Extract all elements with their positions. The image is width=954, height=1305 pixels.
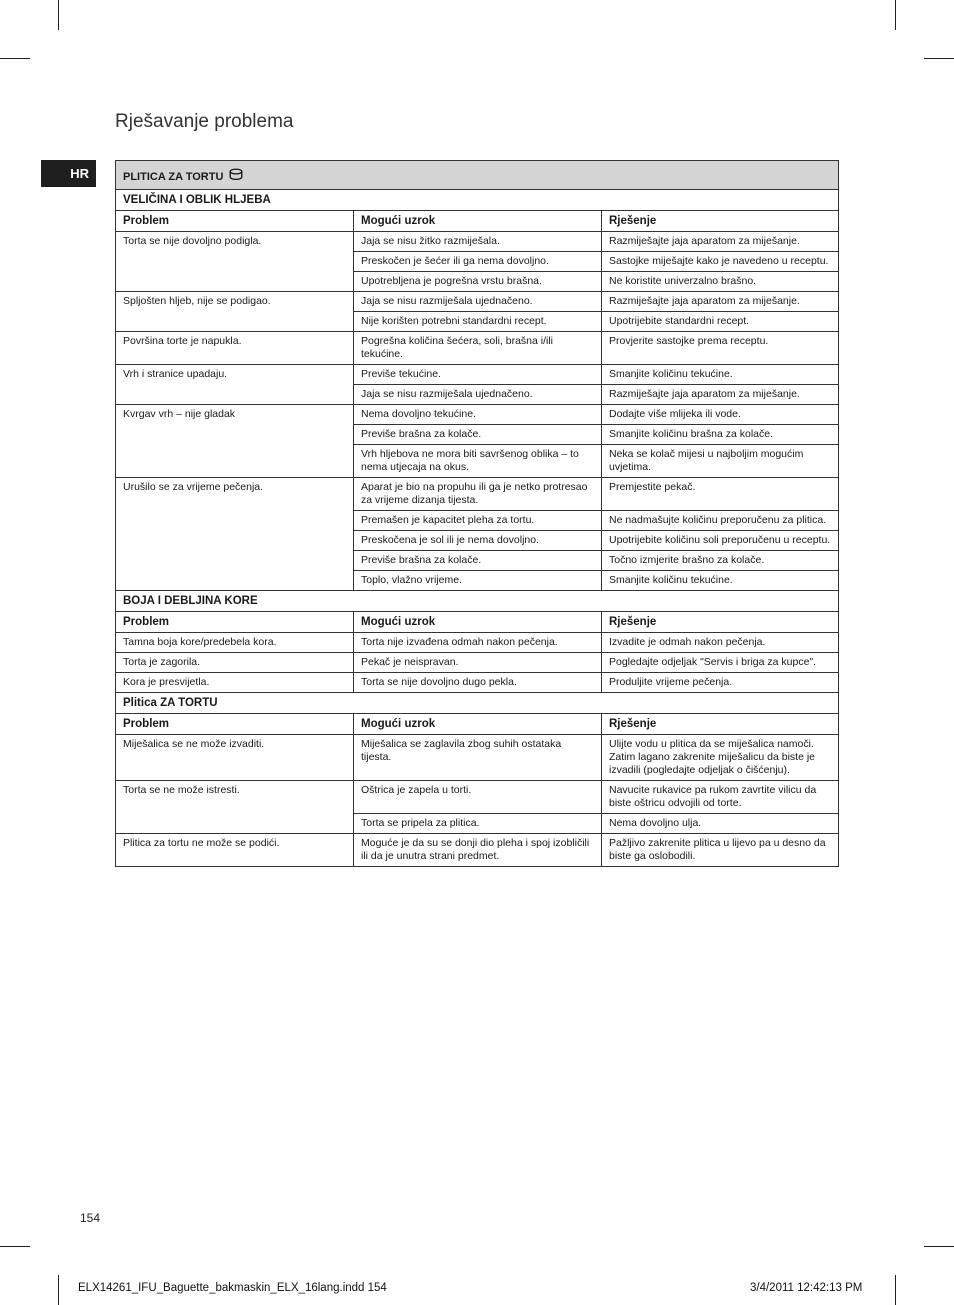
- table-cell: Navucite rukavice pa rukom zavrtite vilicu da biste oštricu odvojili od torte.: [602, 781, 839, 814]
- table-cell: [116, 531, 354, 551]
- table-cell: Preskočen je šećer ili ga nema dovoljno.: [354, 252, 602, 272]
- header-row: [116, 612, 839, 633]
- language-tab: HR: [41, 160, 96, 187]
- column-header: Rješenje: [602, 211, 839, 232]
- table-cell: Miješalica se ne može izvaditi.: [116, 735, 354, 781]
- table-cell: Razmiješajte jaja aparatom za miješanje.: [602, 385, 839, 405]
- table-cell: Spljošten hljeb, nije se podigao.: [116, 292, 354, 312]
- table-row: [116, 673, 839, 693]
- band-title: PLITICA ZA TORTU: [123, 171, 224, 183]
- table-row: [116, 781, 839, 814]
- table-row: [116, 653, 839, 673]
- column-header: Mogući uzrok: [354, 612, 602, 633]
- column-header: Problem: [116, 714, 354, 735]
- table-row: [116, 511, 839, 531]
- table-row: [116, 551, 839, 571]
- table-cell: Premjestite pekač.: [602, 478, 839, 511]
- table-cell: Previše brašna za kolače.: [354, 551, 602, 571]
- table-cell: Ne koristite univerzalno brašno.: [602, 272, 839, 292]
- table-cell: [116, 445, 354, 478]
- header-row: [116, 714, 839, 735]
- table-cell: Pogrešna količina šećera, soli, brašna i/ili tekućine.: [354, 332, 602, 365]
- table-cell: Smanjite količinu tekućine.: [602, 365, 839, 385]
- table-cell: [116, 272, 354, 292]
- table-row: [116, 292, 839, 312]
- table-cell: Točno izmjerite brašno za kolače.: [602, 551, 839, 571]
- table-cell: Vrh i stranice upadaju.: [116, 365, 354, 385]
- table-row: [116, 385, 839, 405]
- table-cell: [116, 511, 354, 531]
- table-cell: Premašen je kapacitet pleha za tortu.: [354, 511, 602, 531]
- table-cell: Torta je zagorila.: [116, 653, 354, 673]
- table-row: [116, 445, 839, 478]
- table-cell: Razmiješajte jaja aparatom za miješanje.: [602, 292, 839, 312]
- page-number: 154: [80, 1211, 101, 1225]
- table-cell: Jaja se nisu razmiješala ujednačeno.: [354, 385, 602, 405]
- table-cell: Neka se kolač mijesi u najboljim mogućim uvjetima.: [602, 445, 839, 478]
- cake-pan-icon: [229, 168, 243, 185]
- table-row: [116, 332, 839, 365]
- section-title-row: [116, 591, 839, 612]
- table-cell: Jaja se nisu žitko razmiješala.: [354, 232, 602, 252]
- table-cell: [116, 814, 354, 834]
- table-band-row: [116, 161, 839, 190]
- page-title: Rješavanje problema: [115, 111, 294, 132]
- crop-mark: [895, 0, 896, 30]
- footer-timestamp: 3/4/2011 12:42:13 PM: [750, 1282, 863, 1294]
- table-cell: Vrh hljebova ne mora biti savršenog oblika – to nema utjecaja na okus.: [354, 445, 602, 478]
- column-header: Rješenje: [602, 714, 839, 735]
- table-row: [116, 252, 839, 272]
- table-cell: Kvrgav vrh – nije gladak: [116, 405, 354, 425]
- table-cell: Torta nije izvađena odmah nakon pečenja.: [354, 633, 602, 653]
- table-cell: Moguće je da su se donji dio pleha i spoj izobličili ili da je unutra strani predmet.: [354, 834, 602, 867]
- table-cell: Ne nadmašujte količinu preporučenu za plitica.: [602, 511, 839, 531]
- table-row: [116, 834, 839, 867]
- table-cell: Miješalica se zaglavila zbog suhih ostataka tijesta.: [354, 735, 602, 781]
- table-cell: Dodajte više mlijeka ili vode.: [602, 405, 839, 425]
- table-cell: Površina torte je napukla.: [116, 332, 354, 365]
- table-cell: Plitica za tortu ne može se podići.: [116, 834, 354, 867]
- table-cell: Toplo, vlažno vrijeme.: [354, 571, 602, 591]
- crop-mark: [58, 0, 59, 30]
- table-cell: Pažljivo zakrenite plitica u lijevo pa u desno da biste ga oslobodili.: [602, 834, 839, 867]
- section-title-row: [116, 693, 839, 714]
- table-cell: Nema dovoljno tekućine.: [354, 405, 602, 425]
- table-cell: Upotrijebite količinu soli preporučenu u receptu.: [602, 531, 839, 551]
- table-cell: [116, 252, 354, 272]
- table-cell: Produljite vrijeme pečenja.: [602, 673, 839, 693]
- table-cell: Preskočena je sol ili je nema dovoljno.: [354, 531, 602, 551]
- table-row: [116, 571, 839, 591]
- table-row: [116, 425, 839, 445]
- table-row: [116, 365, 839, 385]
- column-header: Problem: [116, 211, 354, 232]
- table-cell: Kora je presvijetla.: [116, 673, 354, 693]
- table-cell: Upotrijebite standardni recept.: [602, 312, 839, 332]
- crop-mark: [895, 1275, 896, 1305]
- table-row: [116, 814, 839, 834]
- header-row: [116, 211, 839, 232]
- table-cell: Urušilo se za vrijeme pečenja.: [116, 478, 354, 511]
- footer-filename: ELX14261_IFU_Baguette_bakmaskin_ELX_16lang.indd 154: [78, 1282, 387, 1294]
- table-cell: Aparat je bio na propuhu ili ga je netko protresao za vrijeme dizanja tijesta.: [354, 478, 602, 511]
- table-cell: Nije korišten potrebni standardni recept.: [354, 312, 602, 332]
- table-row: [116, 272, 839, 292]
- crop-mark: [0, 58, 30, 59]
- section-title-row: [116, 190, 839, 211]
- table-cell: Previše tekućine.: [354, 365, 602, 385]
- table-row: [116, 232, 839, 252]
- crop-mark: [924, 58, 954, 59]
- table-band-cell: [116, 161, 839, 190]
- table-row: [116, 633, 839, 653]
- table-cell: [116, 312, 354, 332]
- table-cell: Torta se pripela za plitica.: [354, 814, 602, 834]
- troubleshooting-table: [115, 160, 839, 867]
- crop-mark: [58, 1275, 59, 1305]
- table-row: [116, 735, 839, 781]
- table-cell: Torta se nije dovoljno podigla.: [116, 232, 354, 252]
- table-cell: Provjerite sastojke prema receptu.: [602, 332, 839, 365]
- table-cell: Tamna boja kore/predebela kora.: [116, 633, 354, 653]
- table-cell: Smanjite količinu brašna za kolače.: [602, 425, 839, 445]
- table-cell: Previše brašna za kolače.: [354, 425, 602, 445]
- column-header: Mogući uzrok: [354, 211, 602, 232]
- table-cell: Izvadite je odmah nakon pečenja.: [602, 633, 839, 653]
- table-cell: Smanjite količinu tekućine.: [602, 571, 839, 591]
- crop-mark: [0, 1246, 30, 1247]
- table-cell: Torta se nije dovoljno dugo pekla.: [354, 673, 602, 693]
- column-header: Rješenje: [602, 612, 839, 633]
- table-row: [116, 312, 839, 332]
- table-cell: Sastojke miješajte kako je navedeno u receptu.: [602, 252, 839, 272]
- section-title: BOJA I DEBLJINA KORE: [116, 591, 839, 612]
- crop-mark: [924, 1246, 954, 1247]
- table-cell: Razmiješajte jaja aparatom za miješanje.: [602, 232, 839, 252]
- table-cell: Upotrebljena je pogrešna vrstu brašna.: [354, 272, 602, 292]
- table-cell: [116, 425, 354, 445]
- table-row: [116, 478, 839, 511]
- section-title: Plitica ZA TORTU: [116, 693, 839, 714]
- table-cell: Oštrica je zapela u torti.: [354, 781, 602, 814]
- table-cell: [116, 385, 354, 405]
- section-title: VELIČINA I OBLIK HLJEBA: [116, 190, 839, 211]
- table-cell: [116, 551, 354, 571]
- table-cell: Ulijte vodu u plitica da se miješalica namoči. Zatim lagano zakrenite miješalicu da biste je izvadili (pogledajte odjeljak o čišćenju).: [602, 735, 839, 781]
- table-cell: Torta se ne može istresti.: [116, 781, 354, 814]
- table-row: [116, 405, 839, 425]
- table-cell: Pogledajte odjeljak "Servis i briga za kupce".: [602, 653, 839, 673]
- table-cell: Jaja se nisu razmiješala ujednačeno.: [354, 292, 602, 312]
- table-cell: [116, 571, 354, 591]
- column-header: Problem: [116, 612, 354, 633]
- table-cell: Pekač je neispravan.: [354, 653, 602, 673]
- table-row: [116, 531, 839, 551]
- column-header: Mogući uzrok: [354, 714, 602, 735]
- table-cell: Nema dovoljno ulja.: [602, 814, 839, 834]
